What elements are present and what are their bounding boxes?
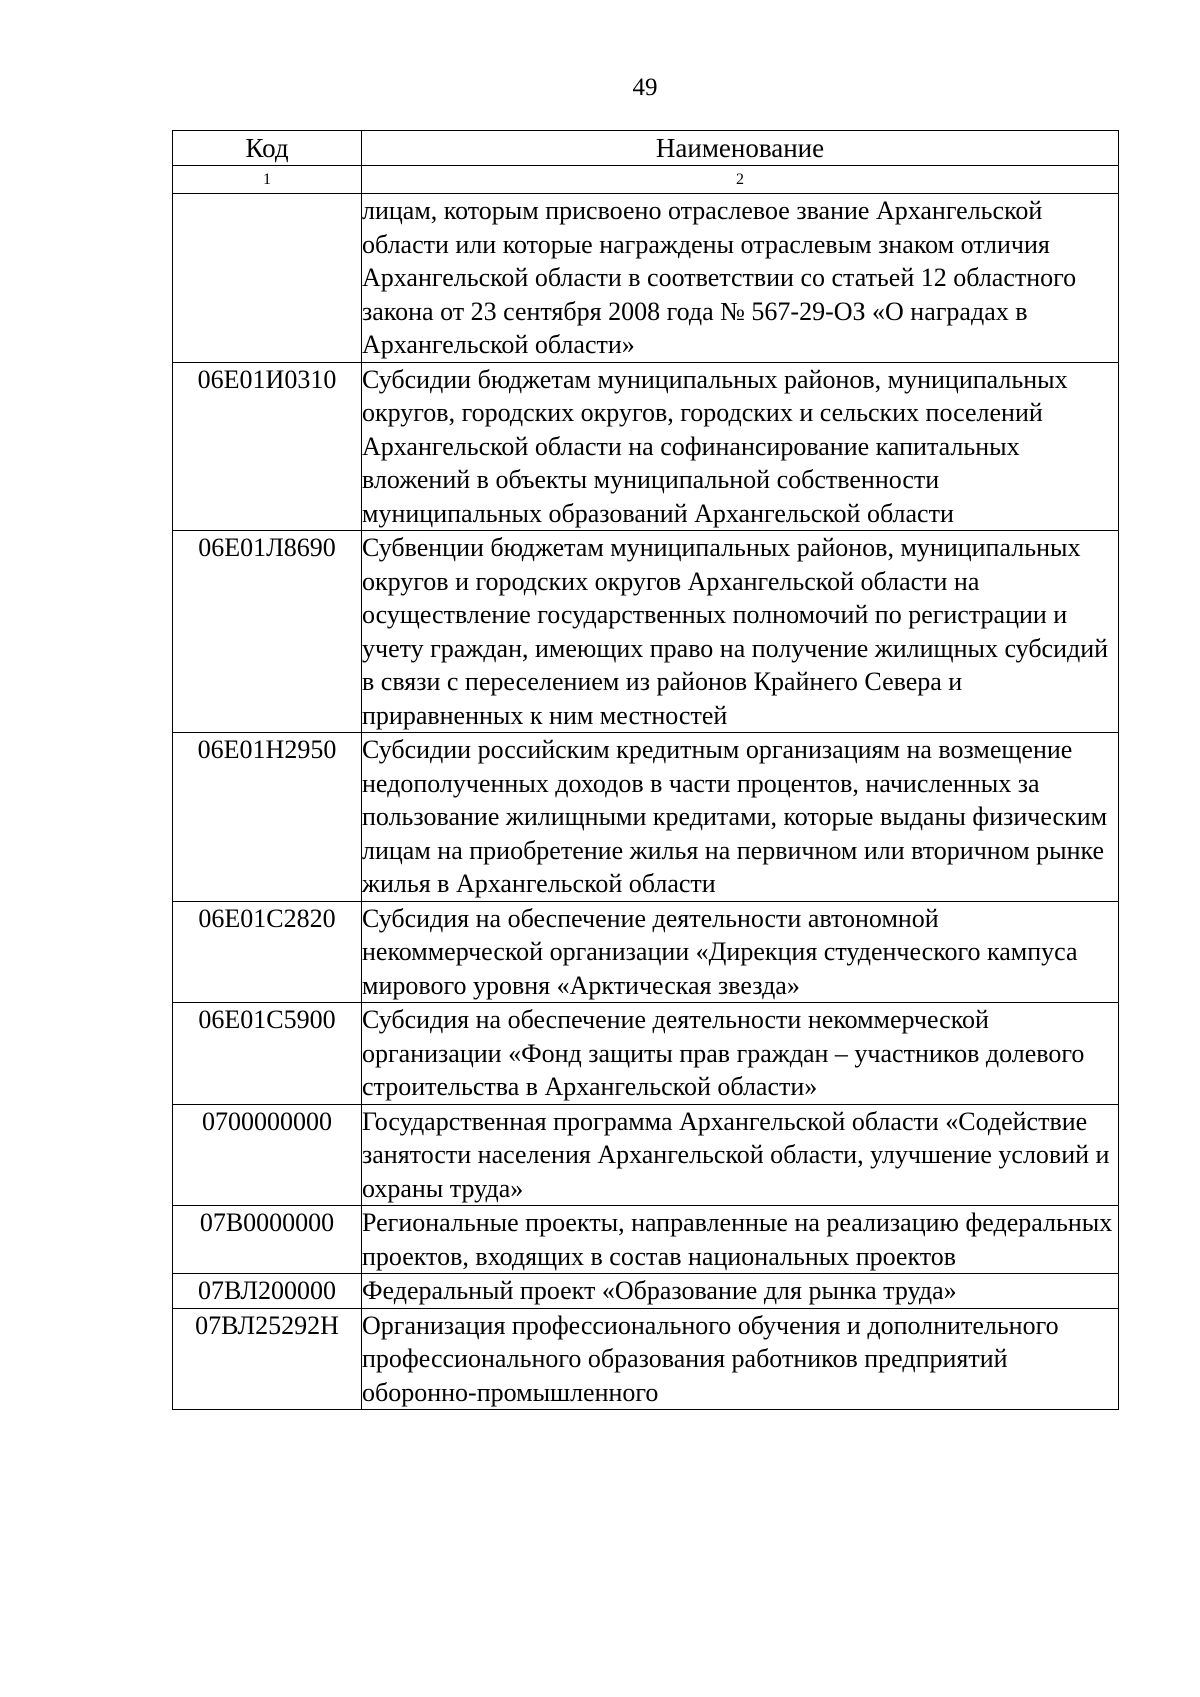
row-name: Субвенции бюджетам муниципальных районов, муниципальных округов и городских округов Архангельской области на осуществление государственных полномочий по регистрации и учету граждан, имеющих право на получение жилищных субсидий в связи с переселением из районов Крайнего Севера и приравненных к ним местностей <box>362 531 1119 733</box>
row-code: 06Е01С2820 <box>173 901 362 1003</box>
row-code: 0700000000 <box>173 1104 362 1206</box>
column-number-1: 1 <box>173 166 362 194</box>
row-name: Региональные проекты, направленные на реализацию федеральных проектов, входящих в состав национальных проектов <box>362 1206 1119 1274</box>
row-code: 06Е01С5900 <box>173 1003 362 1105</box>
row-name: Государственная программа Архангельской области «Содействие занятости населения Архангельской области, улучшение условий и охраны труда» <box>362 1104 1119 1206</box>
table-header-row <box>173 131 1119 166</box>
row-code: 06Е01Н2950 <box>173 733 362 902</box>
row-name: Субсидии бюджетам муниципальных районов, муниципальных округов, городских округов, городских и сельских поселений Архангельской области на софинансирование капитальных вложений в объекты муниципальной собственности муниципальных образований Архангельской области <box>362 362 1119 531</box>
row-name: Субсидия на обеспечение деятельности автономной некоммерческой организации «Дирекция студенческого кампуса мирового уровня «Арктическая звезда» <box>362 901 1119 1003</box>
column-header-name: Наименование <box>362 131 1119 166</box>
row-code <box>173 194 362 363</box>
table-row <box>173 194 1119 363</box>
table-row <box>173 1274 1119 1309</box>
table-row <box>173 1003 1119 1105</box>
row-code: 06Е01Л8690 <box>173 531 362 733</box>
row-name: Субсидии российским кредитным организациям на возмещение недополученных доходов в части процентов, начисленных за пользование жилищными кредитами, которые выданы физическим лицам на приобретение жилья на первичном или вторичном рынке жилья в Архангельской области <box>362 733 1119 902</box>
column-number-2: 2 <box>362 166 1119 194</box>
row-code: 07ВЛ200000 <box>173 1274 362 1309</box>
table-row <box>173 1308 1119 1410</box>
row-code: 07ВЛ25292Н <box>173 1308 362 1410</box>
table-row <box>173 531 1119 733</box>
budget-codes-table <box>172 130 1119 1410</box>
table-row <box>173 1206 1119 1274</box>
table-row <box>173 901 1119 1003</box>
column-header-code: Код <box>173 131 362 166</box>
table-row <box>173 1104 1119 1206</box>
row-name: лицам, которым присвоено отраслевое звание Архангельской области или которые награждены отраслевым знаком отличия Архангельской области в соответствии со статьей 12 областного закона от 23 сентября 2008 года № 567-29-ОЗ «О наградах в Архангельской области» <box>362 194 1119 363</box>
row-code: 07В0000000 <box>173 1206 362 1274</box>
row-name: Федеральный проект «Образование для рынка труда» <box>362 1274 1119 1309</box>
row-name: Субсидия на обеспечение деятельности некоммерческой организации «Фонд защиты прав граждан – участников долевого строительства в Архангельской области» <box>362 1003 1119 1105</box>
page-number: 49 <box>632 74 658 101</box>
row-name: Организация профессионального обучения и дополнительного профессионального образования работников предприятий оборонно-промышленного <box>362 1308 1119 1410</box>
table-row <box>173 362 1119 531</box>
table-row <box>173 733 1119 902</box>
column-numbers-row <box>173 166 1119 194</box>
row-code: 06Е01И0310 <box>173 362 362 531</box>
